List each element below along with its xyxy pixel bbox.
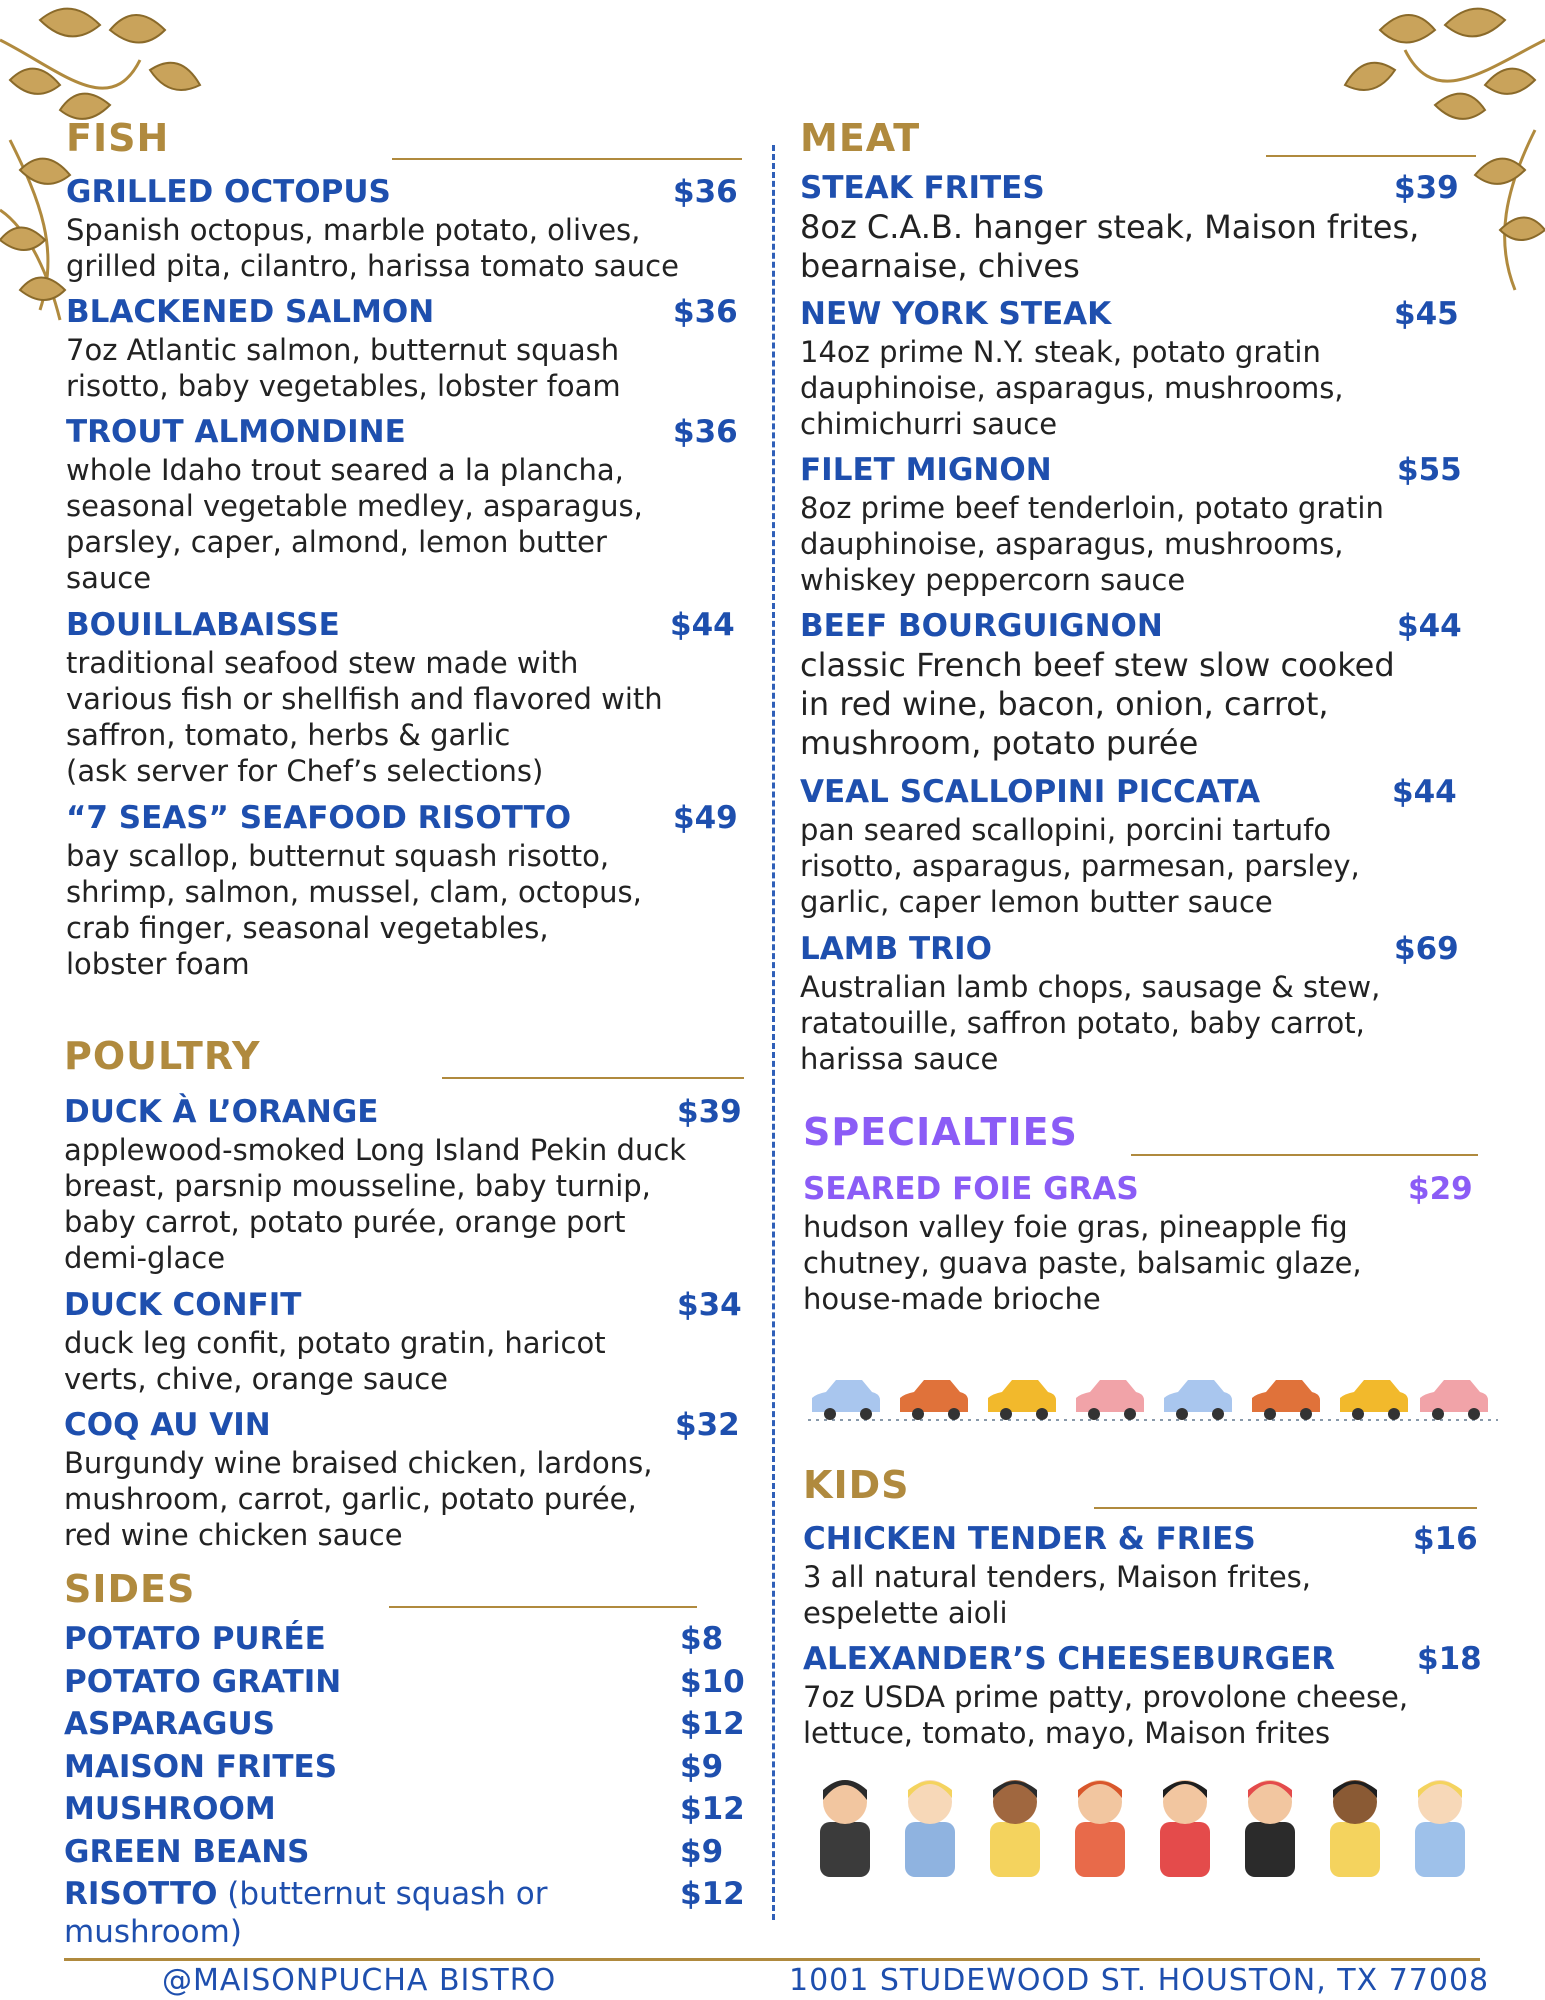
item-price: $36: [673, 174, 738, 210]
footer-rule: [64, 1958, 1480, 1961]
kids-illustration-icon: [800, 1762, 1500, 1882]
menu-item: [64, 1287, 744, 1397]
item-name: TROUT ALMONDINE: [66, 414, 406, 450]
item-name: GRILLED OCTOPUS: [66, 174, 391, 210]
side-item: [64, 1834, 744, 1874]
meat-title-rule: [1266, 155, 1476, 157]
item-description: traditional seafood stew made with various fish or shellfish and flavored with saffron, tomato, herbs & garlic (ask server for Chef’s selections): [66, 646, 663, 788]
menu-item: [803, 1171, 1483, 1317]
side-name: POTATO PURÉE: [64, 1621, 326, 1657]
item-description: bay scallop, butternut squash risotto, shrimp, salmon, mussel, clam, octopus, crab finger, seasonal vegetables, lobster foam: [66, 839, 642, 981]
item-name: VEAL SCALLOPINI PICCATA: [800, 774, 1261, 810]
sides-title-rule: [389, 1606, 697, 1608]
menu-item: [800, 452, 1480, 598]
menu-item: [800, 608, 1480, 763]
item-name: STEAK FRITES: [800, 170, 1045, 206]
side-item: [64, 1749, 744, 1789]
item-name: BEEF BOURGUIGNON: [800, 608, 1163, 644]
side-item: [64, 1876, 744, 1956]
instagram-handle: @MAISONPUCHA BISTRO: [162, 1963, 557, 1998]
item-price: $34: [677, 1287, 742, 1323]
item-name: BLACKENED SALMON: [66, 294, 435, 330]
item-price: $32: [675, 1407, 740, 1443]
side-price: $12: [680, 1706, 745, 1742]
item-description: 7oz Atlantic salmon, butternut squash risotto, baby vegetables, lobster foam: [66, 333, 621, 403]
side-name: MUSHROOM: [64, 1791, 276, 1827]
item-price: $39: [677, 1094, 742, 1130]
menu-item: [803, 1521, 1483, 1631]
menu-item: [64, 1094, 744, 1276]
item-name: FILET MIGNON: [800, 452, 1052, 488]
item-name: DUCK À L’ORANGE: [64, 1094, 379, 1130]
menu-item: [64, 1407, 744, 1553]
side-name: MAISON FRITES: [64, 1749, 338, 1785]
side-price: $12: [680, 1791, 745, 1827]
item-price: $69: [1394, 931, 1459, 967]
restaurant-address: 1001 STUDEWOOD ST. HOUSTON, TX 77008: [789, 1963, 1490, 1998]
item-price: $18: [1417, 1641, 1482, 1677]
item-description: 7oz USDA prime patty, provolone cheese, lettuce, tomato, mayo, Maison frites: [803, 1680, 1409, 1750]
kids-title-rule: [1094, 1507, 1477, 1509]
kids-section-title: KIDS: [803, 1463, 910, 1507]
poultry-title-rule: [442, 1077, 744, 1079]
item-name: CHICKEN TENDER & FRIES: [803, 1521, 1256, 1557]
item-description: pan seared scallopini, porcini tartufo risotto, asparagus, parmesan, parsley, garlic, caper lemon butter sauce: [800, 813, 1360, 919]
side-item: [64, 1621, 744, 1661]
item-description: duck leg confit, potato gratin, haricot verts, chive, orange sauce: [64, 1326, 606, 1396]
item-description: 3 all natural tenders, Maison frites, espelette aioli: [803, 1560, 1311, 1630]
side-note: (butternut squash or: [217, 1876, 548, 1912]
menu-item: [66, 174, 746, 284]
item-price: $44: [670, 607, 735, 643]
poultry-section-title: POULTRY: [64, 1034, 261, 1078]
menu-item: [800, 774, 1480, 920]
side-price: $10: [680, 1664, 745, 1700]
item-price: $36: [673, 414, 738, 450]
item-price: $44: [1392, 774, 1457, 810]
item-description: Australian lamb chops, sausage & stew, ratatouille, saffron potato, baby carrot, harissa sauce: [800, 970, 1381, 1076]
side-name: RISOTTO (butternut squash or: [64, 1876, 548, 1912]
item-price: $36: [673, 294, 738, 330]
item-description: hudson valley foie gras, pineapple fig chutney, guava paste, balsamic glaze, house-made brioche: [803, 1210, 1362, 1316]
specialties-title-rule: [1131, 1154, 1478, 1156]
item-description: 14oz prime N.Y. steak, potato gratin dauphinoise, asparagus, mushrooms, chimichurri sauce: [800, 335, 1344, 441]
side-name: GREEN BEANS: [64, 1834, 310, 1870]
item-name: NEW YORK STEAK: [800, 296, 1112, 332]
item-name: “7 SEAS” SEAFOOD RISOTTO: [66, 800, 572, 836]
menu-item: [800, 170, 1480, 286]
side-price: $9: [680, 1749, 724, 1785]
menu-item: [800, 296, 1480, 442]
specialties-section-title: SPECIALTIES: [803, 1110, 1078, 1154]
item-name: ALEXANDER’S CHEESEBURGER: [803, 1641, 1336, 1677]
item-description: 8oz prime beef tenderloin, potato gratin dauphinoise, asparagus, mushrooms, whiskey peppercorn sauce: [800, 491, 1384, 597]
menu-item: [66, 294, 746, 404]
menu-item: [66, 800, 746, 982]
item-name: DUCK CONFIT: [64, 1287, 302, 1323]
item-description: 8oz C.A.B. hanger steak, Maison frites, bearnaise, chives: [800, 208, 1420, 285]
column-divider: [772, 145, 775, 1920]
sides-section-title: SIDES: [64, 1567, 196, 1611]
menu-item: [800, 931, 1480, 1077]
side-name: ASPARAGUS: [64, 1706, 275, 1742]
side-price: $9: [680, 1834, 724, 1870]
fish-title-rule: [392, 158, 742, 160]
side-item: [64, 1706, 744, 1746]
item-name: SEARED FOIE GRAS: [803, 1171, 1139, 1207]
item-name: BOUILLABAISSE: [66, 607, 340, 643]
item-description: classic French beef stew slow cooked in red wine, bacon, onion, carrot, mushroom, potato purée: [800, 646, 1395, 762]
item-price: $44: [1397, 608, 1462, 644]
menu-item: [803, 1641, 1483, 1751]
fish-section-title: FISH: [66, 116, 170, 160]
item-description: whole Idaho trout seared a la plancha, seasonal vegetable medley, asparagus, parsley, caper, almond, lemon butter sauce: [66, 453, 643, 595]
item-price: $45: [1394, 296, 1459, 332]
meat-section-title: MEAT: [800, 116, 921, 160]
side-price: $12: [680, 1876, 745, 1912]
item-price: $49: [673, 800, 738, 836]
side-note-continued: mushroom): [64, 1914, 242, 1950]
item-description: Burgundy wine braised chicken, lardons, mushroom, carrot, garlic, potato purée, red wine chicken sauce: [64, 1446, 653, 1552]
toy-car-icon: [808, 1370, 1498, 1426]
item-name: COQ AU VIN: [64, 1407, 271, 1443]
item-price: $39: [1394, 170, 1459, 206]
menu-item: [66, 414, 746, 596]
side-name: POTATO GRATIN: [64, 1664, 342, 1700]
item-price: $29: [1408, 1171, 1473, 1207]
side-item: [64, 1791, 744, 1831]
item-price: $16: [1413, 1521, 1478, 1557]
item-description: applewood-smoked Long Island Pekin duck breast, parsnip mousseline, baby turnip, baby carrot, potato purée, orange port demi-glace: [64, 1133, 687, 1275]
item-name: LAMB TRIO: [800, 931, 992, 967]
item-description: Spanish octopus, marble potato, olives, grilled pita, cilantro, harissa tomato sauce: [66, 213, 679, 283]
item-price: $55: [1397, 452, 1462, 488]
side-item: [64, 1664, 744, 1704]
menu-item: [66, 607, 746, 789]
side-price: $8: [680, 1621, 724, 1657]
